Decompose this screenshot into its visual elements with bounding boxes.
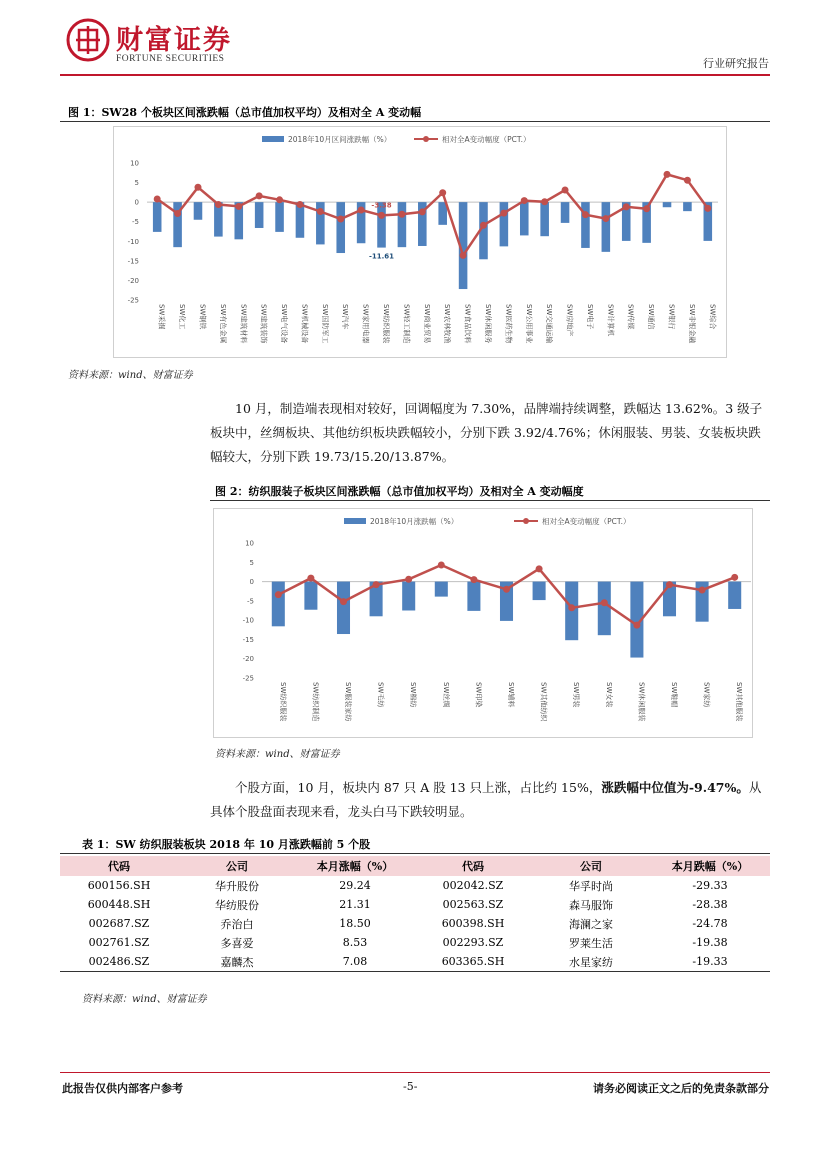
header-divider (60, 74, 770, 76)
paragraph-2-tail: 从具体个股盘面表现来看，龙头白马下跌较明显。 (210, 780, 762, 819)
line-point (215, 201, 222, 208)
legend-bar-swatch (344, 518, 366, 524)
category-label: SW化工 (178, 304, 187, 330)
line-point (582, 211, 589, 218)
data-label: -3.38 (371, 201, 392, 210)
table-1-source: 资料来源：wind、财富证券 (82, 994, 207, 1005)
bar (398, 202, 407, 247)
bar (728, 582, 741, 609)
chart-legend (344, 516, 630, 526)
chart-2 (214, 509, 752, 737)
line-point (154, 196, 161, 203)
bar (304, 582, 317, 610)
bar (683, 202, 692, 211)
category-label: SW建筑材料 (239, 304, 248, 344)
header-company-losers: 公司 (532, 856, 650, 876)
cell-company: 水星家纺 (532, 952, 650, 972)
cell-value: 8.53 (342, 936, 368, 949)
bar (402, 582, 415, 611)
y-tick-label: -15 (242, 635, 254, 644)
cell-value: -24.78 (692, 917, 728, 930)
line-point (601, 599, 608, 606)
cell-value: 18.50 (339, 917, 371, 930)
bar (272, 582, 285, 627)
cell-company: 罗莱生活 (569, 936, 613, 950)
legend-bar-swatch (262, 136, 284, 142)
cell-company: 乔治白 (220, 917, 254, 931)
legend-bar-label: 2018年10月区间涨跌幅（%） (288, 135, 392, 144)
line-point (340, 598, 347, 605)
line-point (503, 586, 510, 593)
cell-code: 002687.SZ (88, 917, 150, 930)
paragraph-1: 10 月，制造端表现相对较好，回调幅度为 7.30%，品牌端持续调整，跌幅达 13.62%。3 级子板块中，丝绸板块、其他纺织板块跌幅较小，分别下跌 3.92/4.76%；休闲服装、男装、女装板块跌幅较大，分别下跌 19.73/15.20/13.87%。 (210, 401, 763, 464)
line-point (438, 561, 445, 568)
line-point (317, 208, 324, 215)
y-tick-label: 10 (130, 159, 139, 168)
line-point (500, 210, 507, 217)
line-point (174, 210, 181, 217)
table-1-caption: 表 1：SW 纺织服装板块 2018 年 10 月涨跌幅前 5 个股 (82, 838, 371, 851)
data-label: -11.61 (368, 252, 395, 261)
footer-disclaimer: 此报告仅供内部客户参考 (62, 1082, 183, 1095)
category-label: SW纺织服装 (278, 682, 287, 722)
category-label: SW家纺 (702, 682, 711, 708)
cell-code: 002563.SZ (442, 898, 504, 911)
line-point (633, 622, 640, 629)
line-point (666, 581, 673, 588)
category-label: SW国防军工 (320, 304, 329, 344)
line-point (358, 206, 365, 213)
category-label: SW辅料 (507, 682, 515, 708)
logo-wordmark: 财富证券 (116, 25, 232, 56)
cell-company: 森马服饰 (569, 898, 613, 912)
cell-code: 600398.SH (441, 917, 505, 930)
line-point (419, 208, 426, 215)
bar (336, 202, 345, 253)
category-label: SW机械设备 (300, 304, 309, 344)
cell-company: 多喜爱 (220, 936, 254, 950)
category-label: SW印染 (474, 682, 483, 708)
line-point (337, 215, 344, 222)
line-point (470, 576, 477, 583)
line-point (194, 184, 201, 191)
bar (663, 202, 672, 207)
category-label: SW男装 (572, 682, 581, 708)
category-label: SW传媒 (626, 304, 635, 330)
category-label: SW食品饮料 (463, 304, 472, 344)
category-label: SW交通运输 (545, 304, 554, 344)
figure-2-source: 资料来源：wind、财富证券 (215, 749, 340, 760)
y-tick-label: 5 (249, 558, 254, 567)
line-point (521, 197, 528, 204)
cell-value: 29.24 (339, 879, 371, 892)
line-point (643, 205, 650, 212)
legend-line-marker (423, 136, 429, 142)
category-label: SW公用事业 (524, 304, 533, 344)
bar (581, 202, 590, 248)
line-point (541, 198, 548, 205)
legend-line-label: 相对全A变动幅度（PCT.） (542, 517, 631, 526)
line-point (536, 565, 543, 572)
cell-value: -28.38 (692, 898, 728, 911)
figure-1-caption: 图 1：SW28 个板块区间涨跌幅（总市值加权平均）及相对全 A 变动幅 (68, 106, 422, 119)
table-row (60, 933, 770, 952)
report-type: 行业研究报告 (703, 57, 769, 70)
bar (602, 202, 611, 252)
y-tick-label: -10 (242, 616, 254, 625)
chart-legend (262, 134, 530, 144)
y-tick-label: 5 (134, 179, 139, 188)
table-row (60, 895, 770, 914)
header-loss: 本月跌幅（%） (650, 856, 770, 876)
cell-value: 21.31 (339, 898, 371, 911)
bar (337, 582, 350, 634)
footer-notice: 请务必阅读正文之后的免责条款部分 (593, 1082, 769, 1095)
cell-code: 600448.SH (87, 898, 151, 911)
category-label: SW商业贸易 (422, 304, 431, 344)
line-point (373, 581, 380, 588)
figure-1-rule (60, 121, 770, 122)
logo-icon (66, 18, 110, 62)
cell-code: 002293.SZ (442, 936, 504, 949)
cell-code: 603365.SH (414, 952, 532, 972)
cell-code: 600156.SH (87, 879, 151, 892)
table-row (60, 914, 770, 933)
y-tick-label: -10 (127, 237, 139, 246)
bar (194, 202, 203, 220)
category-label: SW银行 (667, 304, 676, 330)
cell-code: 002761.SZ (88, 936, 150, 949)
line-point (623, 203, 630, 210)
category-label: SW钢铁 (198, 304, 207, 330)
category-label: SW计算机 (606, 304, 615, 337)
header-company-gainers: 公司 (178, 856, 296, 876)
line-point (699, 587, 706, 594)
y-tick-label: -20 (242, 655, 254, 664)
bar (467, 582, 480, 611)
bar (561, 202, 570, 223)
category-label: SW丝绸 (441, 682, 450, 708)
y-tick-label: 0 (134, 198, 139, 207)
table-1-top-rule (60, 853, 770, 854)
category-label: SW家用电器 (361, 304, 370, 344)
line-point (460, 252, 467, 259)
cell-company: 华纺股份 (215, 898, 259, 912)
category-label: SW休闲服装 (637, 682, 646, 722)
category-label: SW通信 (647, 304, 656, 330)
category-label: SW非银金融 (687, 304, 696, 344)
line-point (480, 222, 487, 229)
y-tick-label: -15 (127, 257, 139, 266)
category-label: SW纺织服装 (382, 304, 391, 344)
y-tick-label: -25 (242, 674, 254, 683)
bar (255, 202, 264, 228)
figure-1-source: 资料来源：wind、财富证券 (68, 370, 193, 381)
line-point (439, 189, 446, 196)
category-label: SW农林牧渔 (443, 304, 452, 344)
line-point (684, 177, 691, 184)
y-tick-label: 0 (249, 578, 254, 587)
line-point (256, 192, 263, 199)
category-label: SW综合 (708, 304, 717, 330)
bar (520, 202, 529, 235)
figure-2-caption: 图 2：纺织服装子板块区间涨跌幅（总市值加权平均）及相对全 A 变动幅度 (215, 485, 584, 498)
category-label: SW电子 (585, 304, 594, 330)
bar (500, 202, 509, 246)
cell-company: 嘉麟杰 (178, 952, 296, 972)
chart-1-frame (113, 126, 727, 358)
logo-english: FORTUNE SECURITIES (116, 54, 225, 64)
y-tick-label: -5 (132, 218, 139, 227)
legend-bar-label: 2018年10月涨跌幅（%） (370, 517, 459, 526)
table-row (60, 952, 770, 972)
y-tick-label: -5 (247, 597, 254, 606)
bar (435, 582, 448, 597)
category-label: SW纺织制造 (311, 682, 320, 722)
cell-company: 华升股份 (215, 879, 259, 893)
legend-line-label: 相对全A变动幅度（PCT.） (442, 135, 531, 144)
paragraph-2 (210, 776, 770, 824)
category-label: SW鞋帽 (670, 682, 678, 708)
cell-value: -19.33 (650, 952, 770, 972)
cell-company: 海澜之家 (569, 917, 613, 931)
category-label: SW建筑装饰 (259, 304, 268, 344)
bar (533, 582, 546, 601)
line-point (664, 171, 671, 178)
category-label: SW女装 (604, 682, 613, 708)
header-gain: 本月涨幅（%） (296, 856, 414, 876)
paragraph-2-text: 个股方面，10 月，板块内 87 只 A 股 13 只上涨，占比约 15%， (235, 780, 602, 795)
category-label: SW采掘 (157, 304, 166, 330)
table-header-row (60, 856, 770, 876)
chart-2-frame (213, 508, 753, 738)
line-point (731, 574, 738, 581)
category-label: SW有色金属 (218, 304, 227, 344)
bar (598, 582, 611, 636)
category-label: SW电气设备 (280, 304, 289, 344)
bar (540, 202, 549, 236)
legend-line-marker (523, 518, 529, 524)
cell-company: 华孚时尚 (569, 879, 613, 893)
line-point (602, 215, 609, 222)
category-label: SW服装家纺 (344, 682, 352, 722)
category-label: SW其他纺织 (539, 682, 548, 722)
chart-1 (114, 127, 726, 357)
category-label: SW轻工制造 (402, 304, 411, 344)
line-point (276, 196, 283, 203)
line-point (296, 201, 303, 208)
stock-table (60, 856, 770, 972)
category-label: SW休闲服务 (483, 304, 492, 344)
page-number: -5- (403, 1080, 418, 1093)
cell-value: 7.08 (296, 952, 414, 972)
category-label: SW房地产 (565, 304, 574, 337)
category-label: SW汽车 (341, 304, 350, 330)
category-label: SW棉纺 (409, 682, 418, 708)
bar (275, 202, 284, 232)
category-label: SW医药生物 (504, 304, 513, 344)
cell-code: 002042.SZ (442, 879, 504, 892)
cell-value: -29.33 (692, 879, 728, 892)
category-label: SW毛纺 (376, 682, 385, 708)
cell-value: -19.38 (692, 936, 728, 949)
y-tick-label: -20 (127, 276, 139, 285)
footer-divider (60, 1072, 770, 1073)
line-point (405, 576, 412, 583)
y-tick-label: -25 (127, 296, 139, 305)
line-point (378, 212, 385, 219)
y-tick-label: 10 (245, 539, 254, 548)
category-label: SW其他服装 (735, 682, 744, 722)
header-code-gainers: 代码 (60, 856, 178, 876)
line-point (562, 187, 569, 194)
line-point (307, 575, 314, 582)
paragraph-2-highlight: 涨跌幅中位值为-9.47%。 (601, 780, 749, 795)
figure-2-rule (210, 500, 770, 501)
line-point (398, 211, 405, 218)
line-point (235, 203, 242, 210)
bar (153, 202, 162, 232)
cell-code: 002486.SZ (60, 952, 178, 972)
line-point (704, 205, 711, 212)
line-point (275, 591, 282, 598)
header-code-losers: 代码 (414, 856, 532, 876)
line-point (568, 604, 575, 611)
table-row (60, 876, 770, 895)
